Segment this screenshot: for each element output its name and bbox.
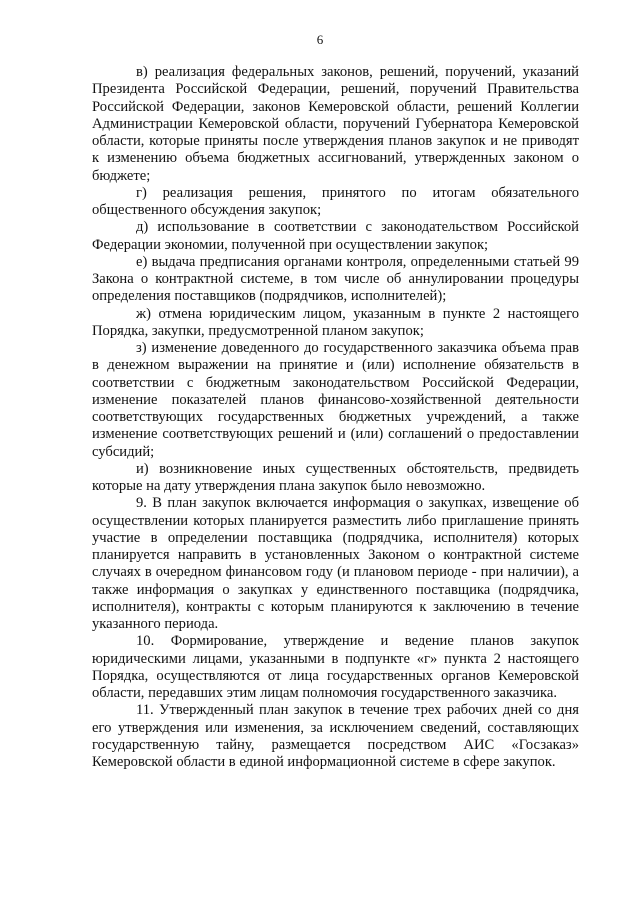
page-number: 6	[316, 32, 324, 47]
paragraph-zh: ж) отмена юридическим лицом, указанным в пункте 2 настоящего Порядка, закупки, предусмотренной планом закупок;	[92, 305, 579, 339]
paragraph-9: 9. В план закупок включается информация о закупках, извещение об осуществлении которых планируется разместить либо приглашение принять участие в определении поставщика (подрядчика, исполнителя) которых планируется направить в установленных Законом о контрактной системе случаях в очередном финансовом году (и плановом периоде - при наличии), а также информация о закупках у единственного поставщика (подрядчика, исполнителя), контракты с которым планируются к заключению в течение указанного периода.	[92, 495, 579, 632]
paragraph-i: и) возникновение иных существенных обстоятельств, предвидеть которые на дату утверждения плана закупок было невозможно.	[92, 460, 579, 494]
paragraph-e: е) выдача предписания органами контроля, определенными статьей 99 Закона о контрактной системе, в том числе об аннулировании процедуры определения поставщиков (подрядчиков, исполнителей);	[92, 253, 579, 305]
document-body	[92, 64, 579, 771]
paragraph-10: 10. Формирование, утверждение и ведение планов закупок юридическими лицами, указанными в подпункте «г» пункта 2 настоящего Порядка, осуществляются от лица государственных органов Кемеровской области, передавших этим лицам полномочия государственного заказчика.	[92, 633, 579, 701]
paragraph-g: г) реализация решения, принятого по итогам обязательного общественного обсуждения закупок;	[92, 184, 579, 218]
paragraph-z: з) изменение доведенного до государственного заказчика объема прав в денежном выражении на принятие и (или) исполнение обязательств в соответствии с бюджетным законодательством Российской Федерации, изменение показателей планов финансово-хозяйственной деятельности соответствующих государственных бюджетных учреждений, а также изменение соответствующих решений и (или) соглашений о предоставлении субсидий;	[92, 340, 579, 460]
paragraph-d: д) использование в соответствии с законодательством Российской Федерации экономии, полученной при осуществлении закупок;	[92, 219, 579, 253]
paragraph-v: в) реализация федеральных законов, решений, поручений, указаний Президента Российской Федерации, решений, поручений Правительства Российской Федерации, законов Кемеровской области, решений Коллегии Администрации Кемеровской области, поручений Губернатора Кемеровской области, которые приняты после утверждения планов закупок и не приводят к изменению объема бюджетных ассигнований, утвержденных законом о бюджете;	[92, 64, 579, 184]
paragraph-11: 11. Утвержденный план закупок в течение трех рабочих дней со дня его утверждения или изменения, за исключением сведений, составляющих государственную тайну, размещается посредством АИС «Госзаказ» Кемеровской области в единой информационной системе в сфере закупок.	[92, 702, 579, 770]
